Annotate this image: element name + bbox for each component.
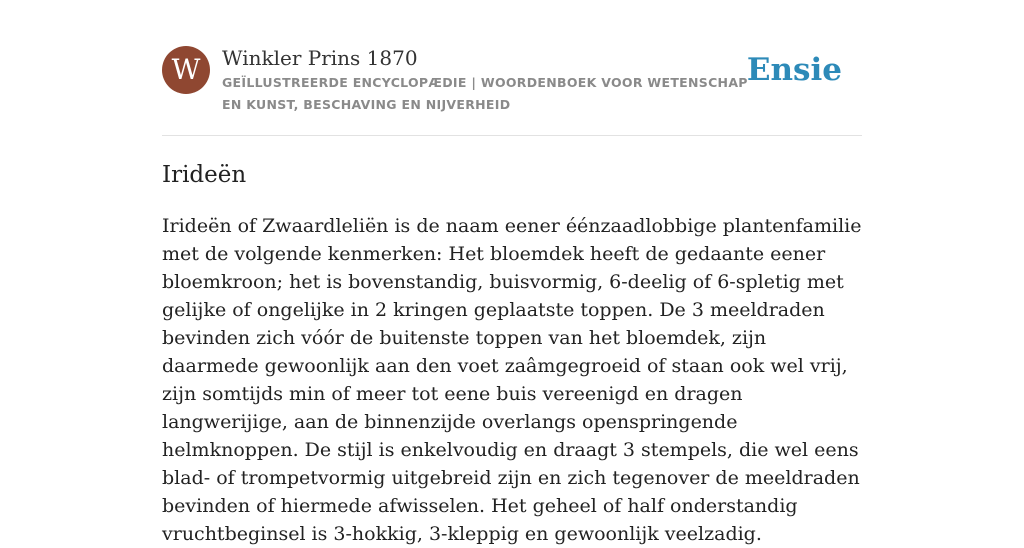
ensie-logo[interactable]: Ensie [746,52,842,88]
source-avatar[interactable]: W [162,46,210,94]
source-subtitle: GEÏLLUSTREERDE ENCYCLOPÆDIE | WOORDENBOEK VOOR WETENSCHAP EN KUNST, BESCHAVING EN NIJVERHEID [222,75,748,112]
source-title[interactable]: Winkler Prins 1870 [222,46,418,70]
entry-body: Irideën of Zwaardleliën is de naam eener éénzaadlobbige plantenfamilie met de volgende kenmerken: Het bloemdek heeft de gedaante eener bloemkroon; het is bovenstandig, buisvormig, 6-deelig of 6-spletig met gelijke of ongelijke in 2 kringen geplaatste toppen. De 3 meeldraden bevinden zich vóór de buitenste toppen van het bloemdek, zijn daarmede gewoonlijk aan den voet zaâmgegroeid of staan ook wel vrij, zijn somtijds min of meer tot eene buis vereenigd en dragen langwerijige, aan de binnenzijde overlangs openspringende helmknoppen. De stijl is enkelvoudig en draagt 3 stempels, die wel eens blad- of trompetvormig uitgebreid zijn en zich tegenover de meeldraden bevinden of hiermede afwisselen. Het geheel of half onderstandig vruchtbeginsel is 3-hokkig, 3-kleppig en gewoonlijk veelzadig. [162,215,862,545]
header-divider [162,135,862,136]
entry-title: Irideën [162,162,247,188]
source-header [162,46,862,136]
